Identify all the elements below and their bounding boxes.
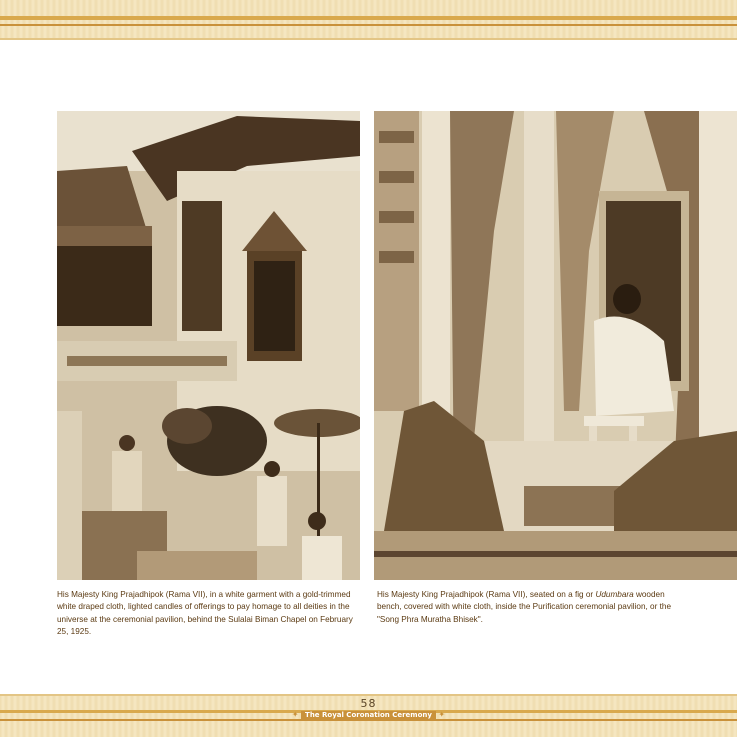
- top-decorative-band: [0, 0, 737, 40]
- top-thin-stripe: [0, 24, 737, 26]
- bottom-band-edge: [0, 694, 737, 696]
- running-footer: [0, 710, 737, 719]
- photo-right-purification-pavilion: [374, 111, 737, 580]
- sepia-photo-left: [57, 111, 360, 580]
- caption-left: [57, 589, 360, 639]
- running-footer-title: The Royal Coronation Ceremony: [301, 711, 436, 719]
- ornament-right-icon: ✦: [438, 710, 446, 719]
- bottom-thin-stripe: [0, 719, 737, 721]
- caption-right: [377, 589, 677, 626]
- photo-left-ceremonial-pavilion: [57, 111, 360, 580]
- caption-right-text-1: His Majesty King Prajadhipok (Rama VII), seated on a fig or: [377, 590, 596, 599]
- top-band-edge: [0, 38, 737, 40]
- caption-right-text-2: wooden bench, covered with white cloth, inside the Purification ceremonial pavilion, or the "Song Phra Muratha Bhisek".: [377, 590, 671, 624]
- caption-left-text: His Majesty King Prajadhipok (Rama VII), in a white garment with a gold-trimmed white draped cloth, lighted candles of offerings to pay homage to all deities in the universe at the ceremonial pavilion, behind the Sulalai Biman Chapel on February 25, 1925.: [57, 590, 353, 637]
- caption-right-italic-term: Udumbara: [595, 590, 634, 599]
- page-number: 58: [360, 697, 377, 710]
- top-gold-stripe: [0, 16, 737, 20]
- ornament-left-icon: ✦: [291, 710, 299, 719]
- sepia-photo-right: [374, 111, 737, 580]
